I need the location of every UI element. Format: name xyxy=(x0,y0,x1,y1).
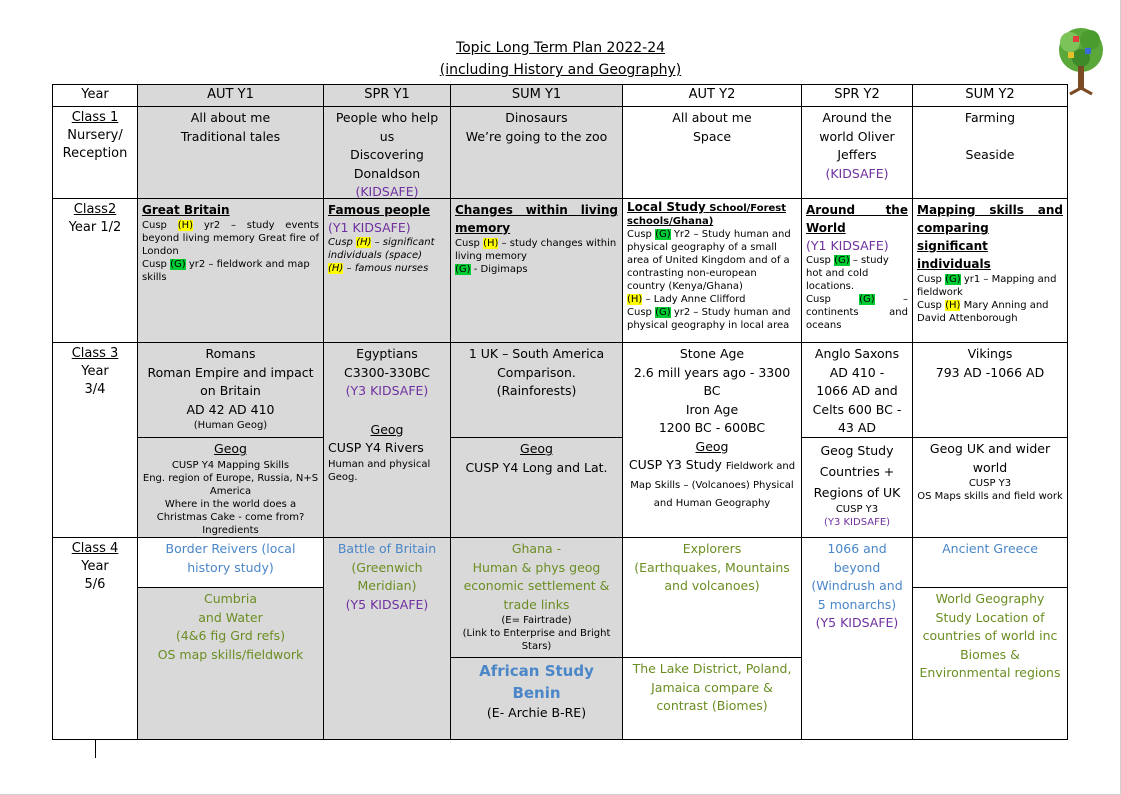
class3-aut-y1-history: Romans Roman Empire and impact on Britain AD 42 AD 410 (Human Geog) xyxy=(137,342,324,438)
class4-sum-y1-african-study: African Study Benin (E- Archie B-RE) xyxy=(450,657,623,740)
class1-label: Class 1 Nursery/ Reception xyxy=(52,106,138,199)
class3-spr-y2-history: Anglo Saxons AD 410 - 1066 AD and Celts 600 BC - 43 AD xyxy=(801,342,913,438)
class4-sum-y1-ghana: Ghana - Human & phys geog economic settlement & trade links (E= Fairtrade) (Link to Enterprise and Bright Stars) xyxy=(450,537,623,658)
class4-sum-y2-geog: World Geography Study Location of countries of world inc Biomes & Environmental regions xyxy=(912,587,1068,740)
class3-label: Class 3 Year 3/4 xyxy=(52,342,138,538)
class3-sum-y1-geog: Geog CUSP Y4 Long and Lat. xyxy=(450,437,623,538)
page-title: Topic Long Term Plan 2022-24 xyxy=(455,40,666,56)
class1-aut-y1: All about me Traditional tales xyxy=(137,106,324,199)
class4-sum-y2-history: Ancient Greece xyxy=(912,537,1068,588)
header-sum-y1: SUM Y1 xyxy=(450,84,623,107)
text-cursor-line xyxy=(95,740,96,758)
header-spr-y1: SPR Y1 xyxy=(323,84,451,107)
class3-spr-y1: Egyptians C3300-330BC (Y3 KIDSAFE) Geog CUSP Y4 Rivers Human and physical Geog. xyxy=(323,342,451,538)
class4-aut-y1-history: Border Reivers (local history study) xyxy=(137,537,324,588)
class3-aut-y2: Stone Age 2.6 mill years ago - 3300 BC Iron Age 1200 BC - 600BC Geog CUSP Y3 Study Fieldwork and Map Skills – (Volcanoes) Physical and Human Geography xyxy=(622,342,802,538)
class2-spr-y2: Around the World (Y1 KIDSAFE) Cusp (G) – study hot and cold locations. Cusp (G) – continents and oceans xyxy=(801,198,913,343)
class4-spr-y2: 1066 and beyond (Windrush and 5 monarchs) (Y5 KIDSAFE) xyxy=(801,537,913,740)
class1-aut-y2: All about me Space xyxy=(622,106,802,199)
class1-sum-y2: Farming Seaside xyxy=(912,106,1068,199)
class2-sum-y1: Changes within living memory Cusp (H) – study changes within living memory (G) - Digimaps xyxy=(450,198,623,343)
class3-aut-y1-geog: Geog CUSP Y4 Mapping Skills Eng. region of Europe, Russia, N+S America Where in the world does a Christmas Cake - come from? Ingredients xyxy=(137,437,324,538)
class2-label: Class2 Year 1/2 xyxy=(52,198,138,343)
class2-spr-y1: Famous people (Y1 KIDSAFE) Cusp (H) – significant individuals (space) (H) – famous nurses xyxy=(323,198,451,343)
class4-label: Class 4 Year 5/6 xyxy=(52,537,138,740)
class1-spr-y2: Around the world Oliver Jeffers (KIDSAFE) xyxy=(801,106,913,199)
header-spr-y2: SPR Y2 xyxy=(801,84,913,107)
class4-aut-y1-geog: Cumbria and Water (4&6 fig Grd refs) OS map skills/fieldwork xyxy=(137,587,324,740)
class3-sum-y1-history: 1 UK – South America Comparison. (Rainforests) xyxy=(450,342,623,438)
class2-sum-y2: Mapping skills and comparing significant individuals Cusp (G) yr1 – Mapping and fieldwork Cusp (H) Mary Anning and David Attenborough xyxy=(912,198,1068,343)
header-year: Year xyxy=(52,84,138,107)
class1-spr-y1: People who help us Discovering Donaldson (KIDSAFE) xyxy=(323,106,451,199)
header-aut-y2: AUT Y2 xyxy=(622,84,802,107)
page-subtitle: (including History and Geography) xyxy=(439,62,682,78)
class1-sum-y1: Dinosaurs We’re going to the zoo xyxy=(450,106,623,199)
header-aut-y1: AUT Y1 xyxy=(137,84,324,107)
header-sum-y2: SUM Y2 xyxy=(912,84,1068,107)
class3-spr-y2-geog: Geog Study Countries + Regions of UK CUSP Y3 (Y3 KIDSAFE) xyxy=(801,437,913,538)
class4-aut-y2-explorers: Explorers (Earthquakes, Mountains and volcanoes) xyxy=(622,537,802,658)
class2-aut-y1: Great Britain Cusp (H) yr2 – study events beyond living memory Great fire of London Cusp (G) yr2 – fieldwork and map skills xyxy=(137,198,324,343)
class3-sum-y2-history: Vikings 793 AD -1066 AD xyxy=(912,342,1068,438)
class3-sum-y2-geog: Geog UK and wider world CUSP Y3 OS Maps skills and field work xyxy=(912,437,1068,538)
class4-spr-y1: Battle of Britain (Greenwich Meridian) (Y5 KIDSAFE) xyxy=(323,537,451,740)
class2-aut-y2: Local Study School/Forest schools/Ghana) Cusp (G) Yr2 – Study human and physical geography of a small area of United Kingdom and of a contrasting non-european country (Kenya/Ghana) (H) – Lady Anne Clifford Cusp (G) yr2 – Study human and physical geography in local area xyxy=(622,198,802,343)
class4-aut-y2-biomes: The Lake District, Poland, Jamaica compare & contrast (Biomes) xyxy=(622,657,802,740)
